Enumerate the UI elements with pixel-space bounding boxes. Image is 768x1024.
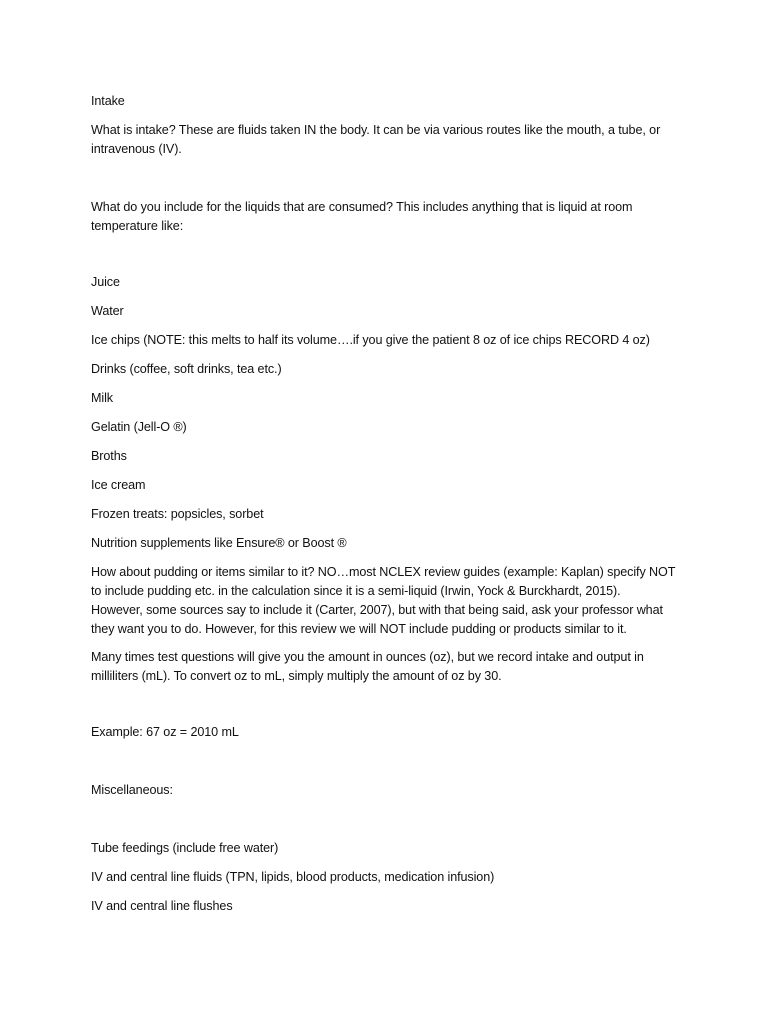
misc-item: IV and central line flushes (91, 899, 233, 913)
liquid-item: Ice chips (NOTE: this melts to half its volume….if you give the patient 8 oz of ice chips RECORD 4 oz) (91, 333, 650, 347)
liquid-item: Frozen treats: popsicles, sorbet (91, 507, 264, 521)
misc-item: IV and central line fluids (TPN, lipids, blood products, medication infusion) (91, 870, 495, 884)
liquid-item: Juice (91, 275, 120, 289)
intro-line-2: intravenous (IV). (91, 142, 182, 156)
conversion-example: Example: 67 oz = 2010 mL (91, 725, 239, 739)
liquid-item: Ice cream (91, 478, 146, 492)
misc-heading: Miscellaneous: (91, 783, 173, 797)
liquid-item: Nutrition supplements like Ensure® or Boost ® (91, 536, 347, 550)
page-heading: Intake (91, 94, 125, 108)
include-question-line-1: What do you include for the liquids that are consumed? This includes anything that is liquid at room (91, 200, 633, 214)
pudding-paragraph-line: they want you to do. However, for this review we will NOT include pudding or products similar to it. (91, 622, 627, 636)
conversion-paragraph-line: Many times test questions will give you the amount in ounces (oz), but we record intake and output in (91, 650, 644, 664)
liquid-item: Water (91, 304, 124, 318)
liquid-item: Drinks (coffee, soft drinks, tea etc.) (91, 362, 282, 376)
pudding-paragraph-line: However, some sources say to include it (Carter, 2007), but with that being said, ask your professor what (91, 603, 663, 617)
liquid-item: Milk (91, 391, 113, 405)
pudding-paragraph-line: How about pudding or items similar to it? NO…most NCLEX review guides (example: Kaplan) specify NOT (91, 565, 676, 579)
include-question-line-2: temperature like: (91, 219, 184, 233)
liquid-item: Broths (91, 449, 127, 463)
conversion-paragraph-line: milliliters (mL). To convert oz to mL, simply multiply the amount of oz by 30. (91, 669, 502, 683)
pudding-paragraph-line: to include pudding etc. in the calculation since it is a semi-liquid (Irwin, Yock & Burckhardt, 2015). (91, 584, 621, 598)
misc-item: Tube feedings (include free water) (91, 841, 279, 855)
liquid-item: Gelatin (Jell-O ®) (91, 420, 187, 434)
intro-line-1: What is intake? These are fluids taken IN the body. It can be via various routes like the mouth, a tube, or (91, 123, 661, 137)
